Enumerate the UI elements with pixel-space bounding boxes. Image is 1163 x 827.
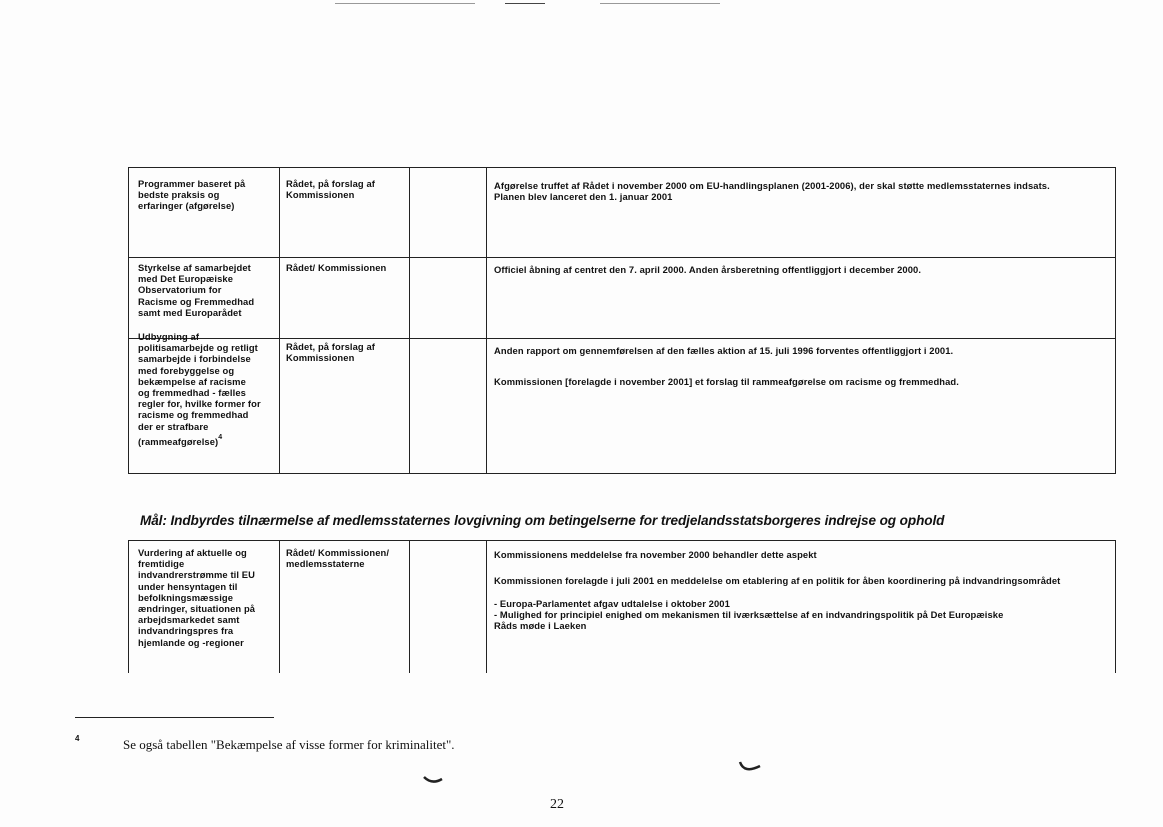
table-bottom [128, 540, 1116, 673]
responsible-cell: Rådet, på forslag af Kommissionen [286, 178, 375, 201]
footnote-text: Se også tabellen "Bekæmpelse af visse former for kriminalitet". [123, 737, 455, 752]
measure-cell: Programmer baseret på bedste praksis og erfaringer (afgørelse) [138, 178, 246, 212]
section-heading: Mål: Indbyrdes tilnærmelse af medlemsstaternes lovgivning om betingelserne for tredjelandsstatsborgeres indrejse og ophold [140, 513, 945, 528]
status-cell: Kommissionen forelagde i juli 2001 en meddelelse om etablering af en politik for åben koordinering på indvandringsområdet [494, 575, 1061, 586]
status-cell: - Europa-Parlamentet afgav udtalelse i oktober 2001 - Mulighed for principiel enighed om mekanismen til iværksættelse af en indvandringspolitik på Det Europæiske Råds møde i Laeken [494, 598, 1004, 632]
column-divider [279, 168, 280, 473]
responsible-cell: Rådet, på forslag af Kommissionen [286, 341, 375, 364]
status-cell: Anden rapport om gennemførelsen af den fælles aktion af 15. juli 1996 forventes offentliggjort i 2001. [494, 345, 954, 356]
measure-cell: Styrkelse af samarbejdet med Det Europæiske Observatorium for Racisme og Fremmedhad samt med Europarådet [138, 262, 255, 318]
scan-artifact-line [335, 3, 475, 4]
column-divider [486, 541, 487, 673]
footnote-rule [75, 717, 274, 718]
footnote-reference: 4 [218, 433, 223, 441]
scan-mark [738, 760, 762, 776]
measure-text: Udbygning af politisamarbejde og retligt samarbejde i forbindelse med forebyggelse og bekæmpelse af racisme og fremmedhad - fælles regler for, hvilke former for racisme og fremmedhad der er strafbare (rammeafgørelse) [138, 331, 261, 447]
column-divider [486, 168, 487, 473]
responsible-cell: Rådet/ Kommissionen/ medlemsstaterne [286, 547, 390, 570]
scan-mark [422, 773, 444, 787]
status-cell: Officiel åbning af centret den 7. april 2000. Anden årsberetning offentliggjort i december 2000. [494, 264, 922, 275]
responsible-cell: Rådet/ Kommissionen [286, 262, 387, 273]
measure-cell [138, 331, 278, 447]
footnote-number: 4 [75, 734, 80, 743]
scan-artifact-line [505, 3, 545, 4]
measure-cell: Vurdering af aktuelle og fremtidige indvandrerstrømme til EU under hensyntagen til befolkningsmæssige ændringer, situationen på arbejdsmarkedet samt indvandringspres fra hjemlande og -regioner [138, 547, 256, 648]
scan-artifact-line [600, 3, 720, 4]
column-divider [409, 168, 410, 473]
status-cell: Afgørelse truffet af Rådet i november 2000 om EU-handlingsplanen (2001-2006), der skal støtte medlemsstaternes indsats. Planen blev lanceret den 1. januar 2001 [494, 180, 1050, 203]
column-divider [279, 541, 280, 673]
status-cell: Kommissionens meddelelse fra november 2000 behandler dette aspekt [494, 549, 817, 560]
row-divider [129, 257, 1115, 258]
status-cell: Kommissionen [forelagde i november 2001] et forslag til rammeafgørelse om racisme og fremmedhad. [494, 376, 959, 387]
page-number: 22 [550, 797, 564, 812]
table-top [128, 167, 1116, 474]
